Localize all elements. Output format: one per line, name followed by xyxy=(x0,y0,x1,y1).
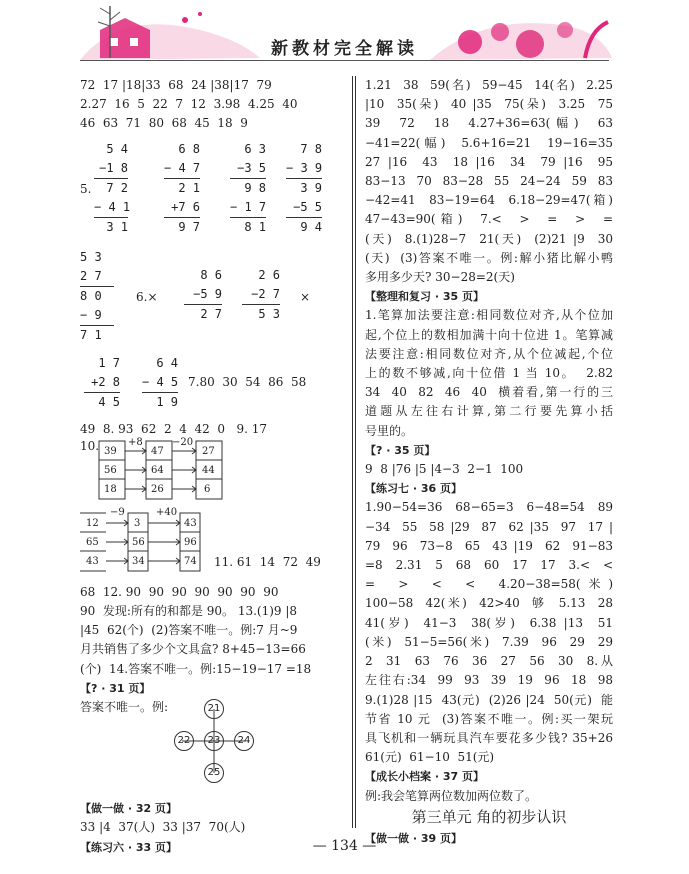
answer-line: |45 62(个) (2)答案不唯一。例:7 月~9 xyxy=(80,623,298,638)
cross-circle-left: 22 xyxy=(174,731,194,751)
cross-circle-right: 24 xyxy=(234,731,254,751)
operation-label: −20 xyxy=(172,436,194,448)
answer-line: 49 8. 93 62 2 4 42 0 9. 17 xyxy=(80,421,267,436)
chain-cell: 18 xyxy=(104,483,117,495)
chain-cell: 56 xyxy=(132,536,145,548)
arrow-chain-diagram xyxy=(80,506,342,583)
answer-line: 具飞机和一辆玩具汽车要花多少钱? 35+26 xyxy=(365,730,613,745)
cross-circle-top: 21 xyxy=(204,699,224,719)
answer-line: 9.(1)28 |15 43(元) (2)26 |24 50(元) 能 xyxy=(365,692,613,707)
chain-cell: 74 xyxy=(184,555,197,567)
answer-line: 11. 61 14 72 49 xyxy=(214,554,321,569)
answer-line: 2.27 16 5 22 7 12 3.98 4.25 40 xyxy=(80,97,298,112)
vertical-calc: 5 3 2 7 8 0 − 9 7 1 xyxy=(80,248,114,345)
answer-line: 法要注意:相同数位对齐,从个位减起,个位 xyxy=(365,346,613,361)
section-heading: 【成长小档案 · 37 页】 xyxy=(365,770,484,784)
vertical-calc: 6 3 −3 5 9 8 − 1 7 8 1 xyxy=(230,141,267,234)
answer-line: 90 发现:所有的和都是 90。 13.(1)9 |8 xyxy=(80,604,298,619)
answer-line: 39 72 18 4.27+36=63(幅) 63 xyxy=(365,116,613,131)
answer-line: 34 40 82 46 40 横着看,第一行的三 xyxy=(365,385,613,400)
answer-line: 1.笔算加法要注意:相同数位对齐,从个位加 xyxy=(365,308,613,323)
chain-cell: 56 xyxy=(104,464,117,476)
question-number: 10. xyxy=(80,438,100,453)
answer-line: 1.21 38 59(名) 59−45 14(名) 2.25 xyxy=(365,78,613,92)
vertical-calc: 7 8 − 3 9 3 9 −5 5 9 4 xyxy=(286,141,323,234)
chain-cell: 12 xyxy=(86,517,99,529)
chain-cell: 96 xyxy=(184,536,197,548)
vertical-calc: 6 4 − 4 5 1 9 xyxy=(142,355,179,409)
answer-line: 7.80 30 54 86 58 xyxy=(188,374,307,389)
answer-line: 起,个位上的数相加满十向十位进 1。笔算减 xyxy=(365,327,613,342)
section-heading: 【练习六 · 33 页】 xyxy=(80,840,177,854)
vertical-calc: 6 8 − 4 7 2 1 +7 6 9 7 xyxy=(164,141,201,234)
answer-line: 72 17 |18|33 68 24 |38|17 79 xyxy=(80,78,272,92)
answer-line: 9 8 |76 |5 |4−3 2−1 100 xyxy=(365,462,524,477)
operation-label: −9 xyxy=(110,506,125,518)
answer-line: −41=22(幅) 5.6+16=21 19−16=35 xyxy=(365,135,613,150)
page-number: — 134 — xyxy=(312,838,377,854)
chain-cell: 65 xyxy=(86,536,99,548)
right-column xyxy=(365,76,613,848)
answer-line: 答案不唯一。例: xyxy=(80,700,169,715)
arrow-chain-diagram xyxy=(80,436,342,503)
chain-cell: 64 xyxy=(151,464,164,476)
answer-line: 左往右:34 99 93 39 19 96 18 98 xyxy=(365,673,613,688)
answer-line: 月共销售了多少个文具盒? 8+45−13=66 xyxy=(80,642,306,657)
answer-line: 83−13 70 83−28 55 24−24 59 83 xyxy=(365,174,613,189)
answer-line: 多用多少天? 30−28=2(天) xyxy=(365,270,515,285)
answer-line: 2 31 63 76 36 27 56 30 8.从 xyxy=(365,654,613,669)
vertical-calc: 8 6 −5 9 2 7 xyxy=(184,266,222,324)
answer-line: 41(岁) 41−3 38(岁) 6.38 |13 51 xyxy=(365,615,613,630)
header-rule xyxy=(80,60,609,61)
section-heading: 【练习七 · 36 页】 xyxy=(365,482,462,496)
answer-line: 61(元) 61−10 51(元) xyxy=(365,750,495,765)
chain-cell: 39 xyxy=(104,445,117,457)
answer-line: = > < < 4.20−38=58(米) xyxy=(365,577,613,592)
answer-item: 6.× xyxy=(136,289,158,304)
column-divider-2 xyxy=(355,76,356,828)
answer-line: 27 |16 43 18 |16 34 79 |16 95 xyxy=(365,154,613,169)
chain-cell: 26 xyxy=(151,483,164,495)
answer-line: 68 12. 90 90 90 90 90 90 90 xyxy=(80,584,279,599)
answer-line: −42=41 83−19=64 6.18−29=47(箱) xyxy=(365,193,613,208)
vertical-calc: 5 4 −1 8 7 2 − 4 1 3 1 xyxy=(94,141,131,234)
answer-item: × xyxy=(300,289,311,304)
vertical-calc: 2 6 −2 7 5 3 xyxy=(242,266,280,324)
answer-line: 上的数不够减,向十位借 1 当 10。 2.82 xyxy=(365,366,613,381)
section-heading: 【? · 31 页】 xyxy=(80,681,151,695)
answer-line: 33 |4 37(人) 33 |37 70(人) xyxy=(80,820,246,835)
column-divider xyxy=(352,76,353,828)
answer-line: 道题从左往右计算,第二行要先算小括 xyxy=(365,404,613,419)
section-heading: 【? · 35 页】 xyxy=(365,443,436,457)
vertical-calc: 1 7 +2 8 4 5 xyxy=(84,354,120,412)
answer-line: −34 55 58 |29 87 62 |35 97 17 | xyxy=(365,519,613,534)
chain-cell: 3 xyxy=(134,517,141,529)
chain-cell: 43 xyxy=(86,555,99,567)
section-heading: 【做一做 · 32 页】 xyxy=(80,802,177,816)
chain-cell: 43 xyxy=(184,517,197,529)
answer-line: |10 35(朵) 40 |35 75(朵) 3.25 75 xyxy=(365,97,613,112)
chain-cell: 6 xyxy=(204,483,211,495)
answer-line: 节省 10 元 (3)答案不唯一。例:买一架玩 xyxy=(365,711,613,726)
answer-line: (天) (3)答案不唯一。例:解小猪比解小鸭 xyxy=(365,250,613,265)
answer-line: 例:我会笔算两位数加两位数了。 xyxy=(365,788,538,803)
answer-line: 47−43=90(箱) 7.< > = > = xyxy=(365,212,613,227)
answer-line: (个) 14.答案不唯一。例:15−19−17 =18 xyxy=(80,661,312,676)
page-header xyxy=(0,0,689,72)
answer-line: 1.90−54=36 68−65=3 6−48=54 89 xyxy=(365,500,613,515)
answer-line: =8 2.31 5 68 60 17 17 3.< < xyxy=(365,558,613,573)
section-heading: 【做一做 · 39 页】 xyxy=(365,831,462,845)
chain-cell: 44 xyxy=(202,464,215,476)
cross-circle-center: 23 xyxy=(204,731,224,751)
vertical-calc-row xyxy=(80,248,342,350)
answer-line: 79 96 73−8 65 43 |19 62 91−83 xyxy=(365,538,613,553)
left-column xyxy=(80,76,342,857)
answer-line: 46 63 71 80 68 45 18 9 xyxy=(80,116,248,131)
cross-circle-bottom: 25 xyxy=(204,763,224,783)
section-heading: 【整理和复习 · 35 页】 xyxy=(365,290,484,304)
chain-cell: 34 xyxy=(132,555,145,567)
header-title: 新教材完全解读 xyxy=(271,39,418,59)
answer-line: (天) 8.(1)28−7 21(天) (2)21 |9 30 xyxy=(365,231,613,246)
question-number: 5. xyxy=(80,181,92,196)
vertical-calc-row xyxy=(80,354,342,420)
answer-line: 100−58 42(米) 42>40 够 5.13 28 xyxy=(365,596,613,611)
vertical-calc-row xyxy=(80,140,342,242)
unit-title: 第三单元 角的初步认识 xyxy=(411,807,567,826)
answer-line: 号里的。 xyxy=(365,423,414,438)
chain-cell: 47 xyxy=(151,445,164,457)
operation-label: +40 xyxy=(156,506,178,518)
chain-cell: 27 xyxy=(202,445,215,457)
operation-label: +8 xyxy=(128,436,143,448)
answer-line: (米) 51−5=56(米) 7.39 96 29 29 xyxy=(365,634,613,649)
